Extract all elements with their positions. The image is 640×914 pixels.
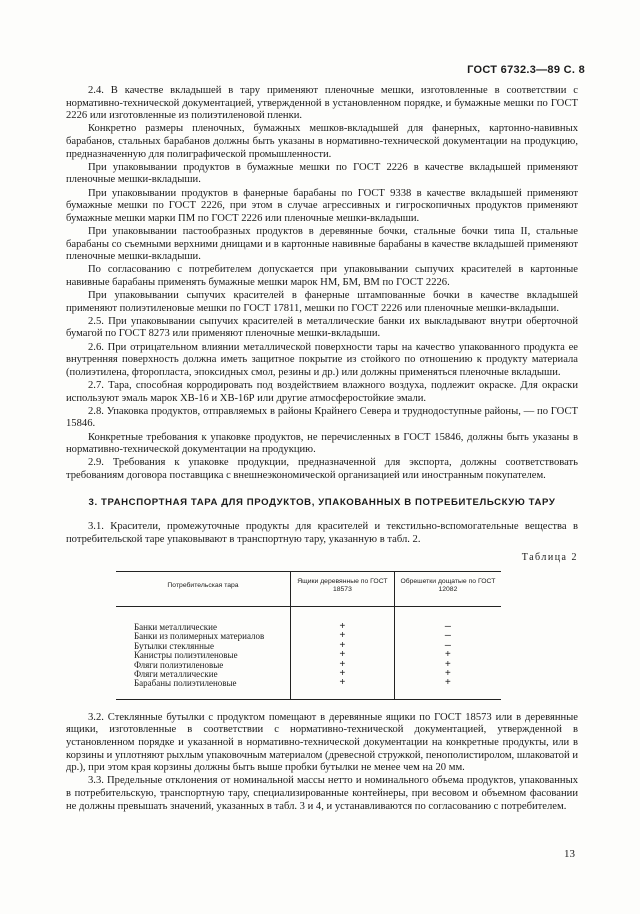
table-caption: Таблица 2 (521, 552, 578, 564)
paragraph: 3.2. Стеклянные бутылки с продуктом помещают в деревянные ящики по ГОСТ 18573 или в деревянные ящики, изготовленные в соответствии с нормативно-технической документацией, утвержденной в установленном порядке и указанной в нормативно-технической документации на конкретные продукты, или в корзины и уплотняют рыхлым упаковочным материалом (древесной стружкой, пенополистиролом, шлаковатой и др.), при этом края корзины должны быть выше пробки бутылки не менее чем на 20 мм. (66, 711, 578, 774)
table-cell: + (291, 661, 395, 670)
table-cell: Фляги полиэтиленовые (134, 659, 224, 670)
table-2 (116, 571, 501, 700)
section-title: 3. ТРАНСПОРТНАЯ ТАРА ДЛЯ ПРОДУКТОВ, УПАКОВАННЫХ В ПОТРЕБИТЕЛЬСКУЮ ТАРУ (88, 496, 556, 508)
paragraph: 2.8. Упаковка продуктов, отправляемых в районы Крайнего Севера и труднодоступные районы, — по ГОСТ 15846. (66, 405, 578, 430)
table-cell: + (394, 661, 501, 670)
paragraph: 2.4. В качестве вкладышей в тару применяют пленочные мешки, изготовленные в соответствии с нормативно-технической документацией, утвержденной в установленном порядке, и бумажные мешки по ГОСТ 2226 или изготовленные из полиэтиленовой пленки. (66, 85, 578, 122)
table-cell: Бутылки стеклянные (134, 640, 214, 651)
table-cell: Фляги металлические (134, 668, 218, 679)
paragraph: При упаковывании пастообразных продуктов в деревянные бочки, стальные бочки типа II, стальные барабаны со съемными верхними днищами и в картонные навивные барабаны в качестве вкладышей применяют пленочные мешки-вкладыши. (66, 225, 578, 263)
table-cell: + (291, 642, 395, 651)
running-header: ГОСТ 6732.3—89 С. 8 (467, 64, 585, 76)
table-cell: + (291, 670, 395, 679)
table-header-cell: Потребительская тара (116, 571, 291, 606)
paragraph: 2.6. При отрицательном влиянии металлической поверхности тары на качество упакованного продукта ее внутренняя поверхность должна иметь защитное покрытие из стойкого по отношению к продукту материала (полиэтилена, фторопласта, эпоксидных смол, резины и др.) или должны применяться пленочные вкладыши. (66, 341, 578, 378)
paragraph: При упаковывании продуктов в бумажные мешки по ГОСТ 2226 в качестве вкладышей применяют пленочные мешки-вкладыши. (66, 161, 578, 186)
paragraph: Конкретно размеры пленочных, бумажных мешков-вкладышей для фанерных, картонно-навивных барабанов, стальных барабанов должны быть указаны в нормативно-технической документации на продукцию, предназначенную для полиграфической промышленности. (66, 123, 578, 160)
paragraph: При упаковывании сыпучих красителей в фанерные штампованные бочки в качестве вкладышей применяют полиэтиленовые мешки по ГОСТ 17811, мешки по ГОСТ 2226 или пленочные мешки-вкладыши. (66, 290, 578, 314)
table-cell: + (394, 679, 501, 699)
table-cell: — (394, 606, 501, 632)
table-cell: Банки из полимерных материалов (134, 631, 265, 642)
table-cell: — (394, 632, 501, 641)
table-cell: + (291, 679, 395, 699)
table-cell: Банки металлические (134, 621, 217, 632)
table-cell: + (394, 670, 501, 679)
table-header-cell: Обрешетки дощатые по ГОСТ 12082 (394, 571, 501, 606)
paragraph: По согласованию с потребителем допускается при упаковывании сыпучих красителей в картонные навивные барабаны применять бумажные мешки марок НМ, БМ, ВМ по ГОСТ 2226. (66, 264, 578, 288)
paragraph: 3.1. Красители, промежуточные продукты для красителей и текстильно-вспомогательные вещества в потребительской таре упаковывают в транспортную тару, указанную в табл. 2. (66, 521, 578, 545)
paragraph: 2.7. Тара, способная корродировать под воздействием влажного воздуха, подлежит окраске. Для окраски используют эмаль марок ХВ-16 и ХВ-16Р или другие атмосферостойкие эмали. (66, 380, 578, 404)
table-cell: Барабаны полиэтиленовые (116, 679, 291, 699)
paragraph: При упаковывании продуктов в фанерные барабаны по ГОСТ 9338 в качестве вкладышей применяют бумажные мешки по ГОСТ 2226, при этом в случае агрессивных и гигроскопичных продуктов применяют бумажные мешки марки ПМ по ГОСТ 2226 или пленочные мешки-вкладыши. (66, 187, 578, 224)
table-cell: + (291, 606, 395, 632)
table-header-cell: Ящики деревянные по ГОСТ 18573 (291, 571, 395, 606)
table-cell: Канистры полиэтиленовые (134, 650, 238, 661)
document-body (66, 85, 578, 814)
table-cell: + (394, 651, 501, 660)
table-cell: + (291, 632, 395, 641)
table-cell: + (291, 651, 395, 660)
page-number: 13 (564, 848, 575, 860)
table-row (116, 606, 501, 632)
table-cell: — (394, 642, 501, 651)
paragraph: 2.9. Требования к упаковке продукции, предназначенной для экспорта, должны соответствовать требованиям договора поставщика с внешнеэкономической организацией или иностранным покупателем. (66, 457, 578, 481)
paragraph: 2.5. При упаковывании сыпучих красителей в металлические банки их выкладывают внутри оберточной бумагой по ГОСТ 8273 или применяют пленочные мешки-вкладыши. (66, 315, 578, 340)
paragraph: 3.3. Предельные отклонения от номинальной массы нетто и номинального объема продуктов, упакованных в потребительскую, транспортную тару, специализированные контейнеры, при весовом и объемном фасовании не должны превышать значений, указанных в табл. 3 и 4, и устанавливаются по согласованию с потребителем. (66, 775, 578, 812)
paragraph: Конкретные требования к упаковке продуктов, не перечисленных в ГОСТ 15846, должны быть указаны в нормативно-технической документации на продукцию. (66, 431, 578, 456)
table-row (116, 679, 501, 699)
